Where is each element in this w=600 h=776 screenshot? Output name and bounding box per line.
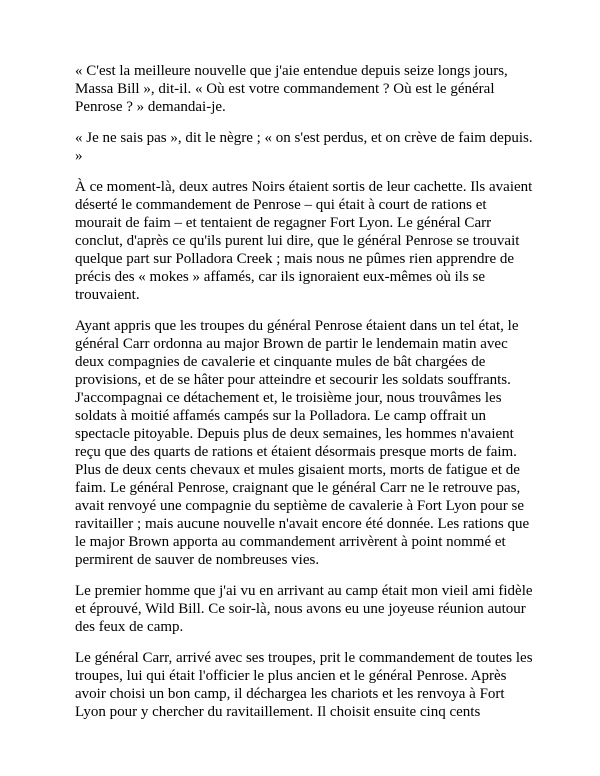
text-line: soldats à moitié affamés campés sur la Polladora. Le camp offrait un (75, 408, 486, 424)
text-line: reçu que des quarts de rations et étaient désormais presque morts de faim. (75, 444, 517, 460)
text-line: trouvaient. (75, 287, 140, 303)
paragraph-5 (75, 582, 533, 636)
text-line: conclut, d'après ce qu'ils purent lui dire, que le général Penrose se trouvait (75, 233, 520, 249)
text-line: le major Brown apporta au commandement arrivèrent à point nommé et (75, 534, 506, 550)
paragraph-1 (75, 62, 530, 116)
text-line: Lyon pour y chercher du ravitaillement. Il choisit ensuite cinq cents (75, 704, 481, 720)
text-line: faim. Le général Penrose, craignant que le général Carr ne le retrouve pas, (75, 480, 521, 496)
text-line: Le premier homme que j'ai vu en arrivant au camp était mon vieil ami fidèle (75, 583, 533, 599)
text-line: À ce moment-là, deux autres Noirs étaient sortis de leur cachette. Ils avaient (75, 179, 533, 195)
text-line: deux compagnies de cavalerie et cinquante mules de bât chargées de (75, 354, 486, 370)
paragraph-6 (75, 649, 533, 721)
text-line: provisions, et de se hâter pour atteindre et secourir les soldats souffrants. (75, 372, 511, 388)
text-line: Ayant appris que les troupes du général Penrose étaient dans un tel état, le (75, 318, 519, 334)
text-line: Le général Carr, arrivé avec ses troupes, prit le commandement de toutes les (75, 650, 533, 666)
text-line: « C'est la meilleure nouvelle que j'aie entendue depuis seize longs jours, (75, 63, 508, 79)
text-line: avait renvoyé une compagnie du septième de cavalerie à Fort Lyon pour se (75, 498, 525, 514)
text-line: troupes, lui qui était l'officier le plus ancien et le général Penrose. Après (75, 668, 507, 684)
text-line: « Je ne sais pas », dit le nègre ; « on s'est perdus, et on crève de faim depuis. (75, 130, 533, 146)
text-line: des feux de camp. (75, 619, 184, 635)
text-line: quelque part sur Polladora Creek ; mais nous ne pûmes rien apprendre de (75, 251, 515, 267)
text-line: précis des « mokes » affamés, car ils ignoraient eux-mêmes où ils se (75, 269, 486, 285)
text-line: Plus de deux cents chevaux et mules gisaient morts, morts de fatigue et de (75, 462, 520, 478)
text-line: » (75, 148, 83, 164)
text-line: mourait de faim – et tentaient de regagner Fort Lyon. Le général Carr (75, 215, 492, 231)
body-text (75, 62, 533, 734)
text-line: général Carr ordonna au major Brown de partir le lendemain matin avec (75, 336, 508, 352)
paragraph-2 (75, 129, 533, 165)
text-line: avoir choisi un bon camp, il déchargea les chariots et les renvoya à Fort (75, 686, 505, 702)
text-line: spectacle pitoyable. Depuis plus de deux semaines, les hommes n'avaient (75, 426, 514, 442)
paragraph-4 (75, 317, 530, 569)
text-line: déserté le commandement de Penrose – qui était à court de rations et (75, 197, 487, 213)
text-line: Massa Bill », dit-il. « Où est votre commandement ? Où est le général (75, 81, 495, 97)
text-line: et éprouvé, Wild Bill. Ce soir-là, nous avons eu une joyeuse réunion autour (75, 601, 526, 617)
text-line: J'accompagnai ce détachement et, le troisième jour, nous trouvâmes les (75, 390, 502, 406)
paragraph-3 (75, 178, 533, 304)
text-line: permirent de sauver de nombreuses vies. (75, 552, 320, 568)
text-line: ravitailler ; mais aucune nouvelle n'avait encore été donnée. Les rations que (75, 516, 530, 532)
text-line: Penrose ? » demandai-je. (75, 99, 226, 115)
